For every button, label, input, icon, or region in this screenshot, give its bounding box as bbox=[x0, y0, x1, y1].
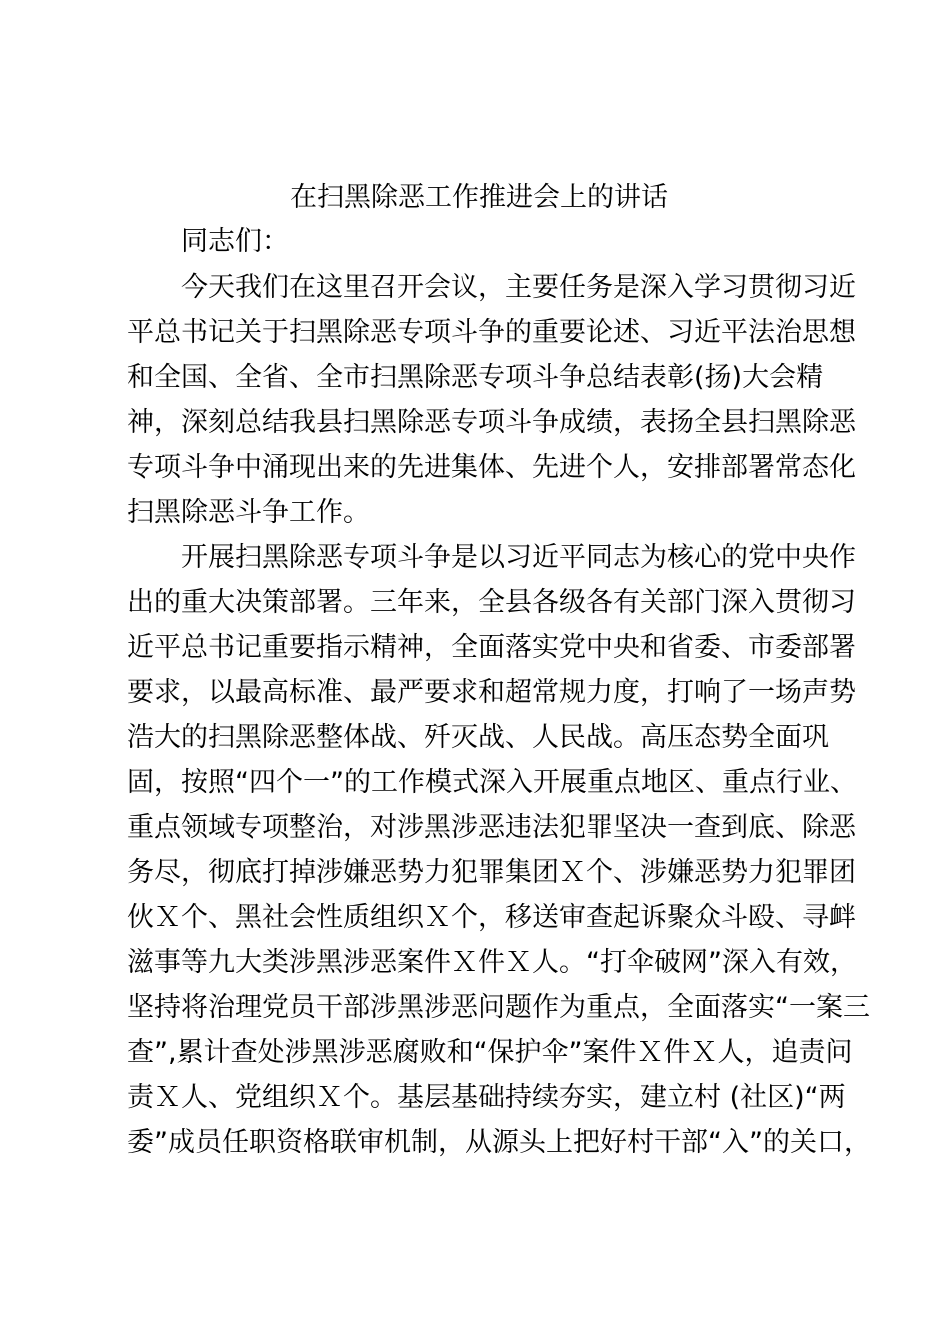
paragraph-line: 专项斗争中涌现出来的先进集体、先进个人，安排部署常态化 bbox=[127, 452, 856, 483]
paragraph-line: 平总书记关于扫黑除恶专项斗争的重要论述、习近平法治思想 bbox=[127, 317, 856, 348]
paragraph-line: 扫黑除恶斗争工作。 bbox=[127, 497, 370, 528]
paragraph-line: 近平总书记重要指示精神，全面落实党中央和省委、市委部署 bbox=[127, 632, 856, 663]
paragraph-line: 神，深刻总结我县扫黑除恶专项斗争成绩，表扬全县扫黑除恶 bbox=[127, 407, 856, 438]
paragraph-line: 重点领域专项整治，对涉黑涉恶违法犯罪坚决一查到底、除恶 bbox=[127, 812, 856, 843]
paragraph-line: 和全国、全省、全市扫黑除恶专项斗争总结表彰(扬)大会精 bbox=[127, 362, 824, 393]
paragraph-line: 务尽，彻底打掉涉嫌恶势力犯罪集团Ｘ个、涉嫌恶势力犯罪团 bbox=[127, 857, 856, 888]
salutation: 同志们： bbox=[181, 226, 289, 257]
paragraph-line: 浩大的扫黑除恶整体战、歼灭战、人民战。高压态势全面巩 bbox=[127, 722, 829, 753]
paragraph-line: 伙Ｘ个、黑社会性质组织Ｘ个，移送审查起诉聚众斗殴、寻衅 bbox=[127, 902, 856, 933]
paragraph-line: 滋事等九大类涉黑涉恶案件Ｘ件Ｘ人。“打伞破网”深入有效， bbox=[127, 947, 857, 978]
document-title: 在扫黑除恶工作推进会上的讲话 bbox=[290, 182, 668, 213]
paragraph-line: 坚持将治理党员干部涉黑涉恶问题作为重点，全面落实“一案三 bbox=[127, 992, 870, 1023]
paragraph-line: 责Ｘ人、党组织Ｘ个。基层基础持续夯实，建立村 (社区)“两 bbox=[127, 1082, 846, 1113]
paragraph-line: 查”,累计查处涉黑涉恶腐败和“保护伞”案件Ｘ件Ｘ人，追责问 bbox=[127, 1037, 853, 1068]
paragraph-line: 固，按照“四个一”的工作模式深入开展重点地区、重点行业、 bbox=[127, 767, 857, 798]
paragraph-line: 出的重大决策部署。三年来，全县各级各有关部门深入贯彻习 bbox=[127, 587, 856, 618]
paragraph-line: 今天我们在这里召开会议，主要任务是深入学习贯彻习近 bbox=[181, 272, 856, 303]
paragraph-line: 开展扫黑除恶专项斗争是以习近平同志为核心的党中央作 bbox=[181, 542, 856, 573]
paragraph-line: 要求，以最高标准、最严要求和超常规力度，打响了一场声势 bbox=[127, 677, 856, 708]
paragraph-line: 委”成员任职资格联审机制，从源头上把好村干部“入”的关口， bbox=[127, 1127, 871, 1158]
